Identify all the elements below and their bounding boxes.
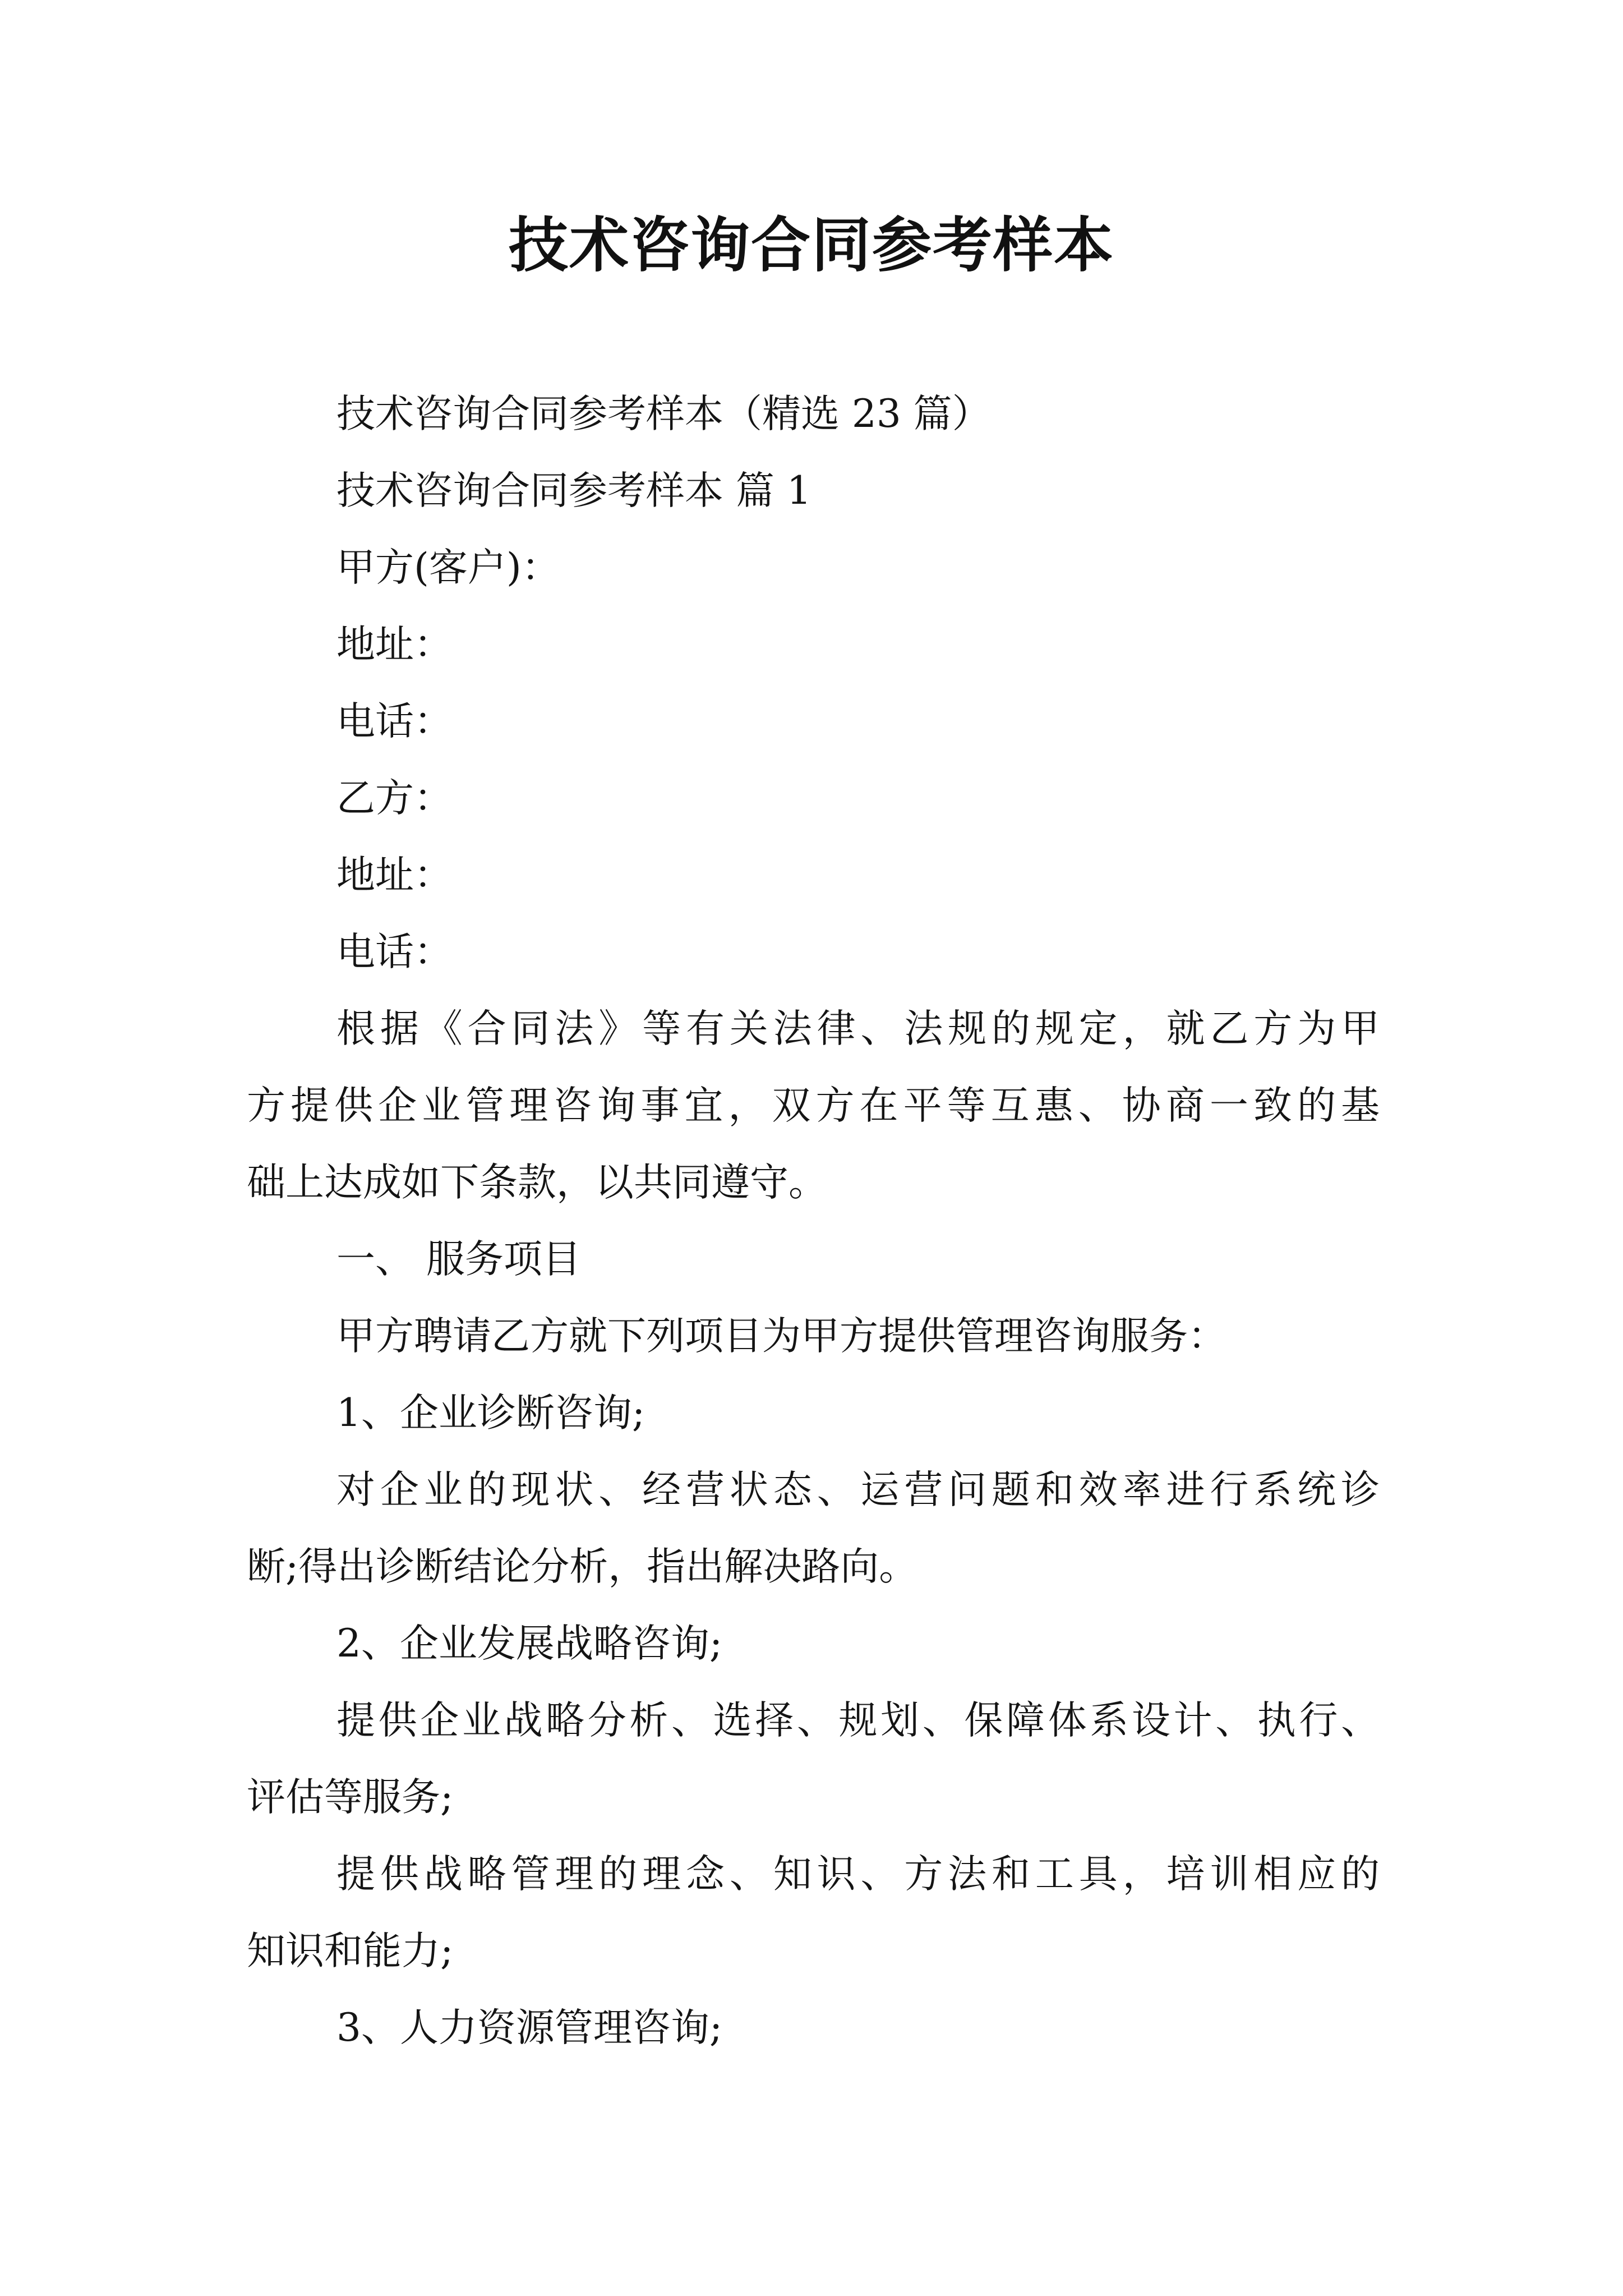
text-line: 1、企业诊断咨询; [336, 1391, 645, 1435]
text-line: 提供战略管理的理念、知识、方法和工具，培训相应的 [336, 1852, 1380, 1897]
text-line: 一、 服务项目 [336, 1237, 581, 1282]
text-line: 2、企业发展战略咨询; [336, 1621, 723, 1666]
text-line: 知识和能力; [247, 1929, 454, 1973]
text-line: 电话： [336, 930, 453, 974]
text-line: 提供企业战略分析、选择、规划、保障体系设计、执行、 [336, 1698, 1380, 1743]
text-line: 评估等服务; [247, 1775, 454, 1820]
text-line: 技术咨询合同参考样本（精选 23 篇） [336, 392, 991, 436]
text-line: 甲方聘请乙方就下列项目为甲方提供管理咨询服务： [336, 1314, 1227, 1359]
text-line: 地址： [336, 853, 453, 898]
text-line: 断;得出诊断结论分析，指出解决路向。 [247, 1544, 918, 1589]
text-line: 电话： [336, 699, 453, 744]
text-line: 技术咨询合同参考样本 篇 1 [336, 468, 811, 513]
text-line: 根据《合同法》等有关法律、法规的规定，就乙方为甲 [336, 1006, 1380, 1051]
text-line: 乙方： [336, 776, 453, 821]
text-line: 础上达成如下条款，以共同遵守。 [247, 1160, 827, 1205]
text-line: 3、人力资源管理咨询; [336, 2005, 723, 2050]
document-title: 技术咨询合同参考样本 [509, 211, 1114, 280]
text-line: 对企业的现状、经营状态、运营问题和效率进行系统诊 [336, 1467, 1380, 1512]
text-line: 地址： [336, 622, 453, 667]
text-line: 甲方(客户)： [336, 545, 560, 590]
text-line: 方提供企业管理咨询事宜，双方在平等互惠、协商一致的基 [247, 1083, 1380, 1128]
